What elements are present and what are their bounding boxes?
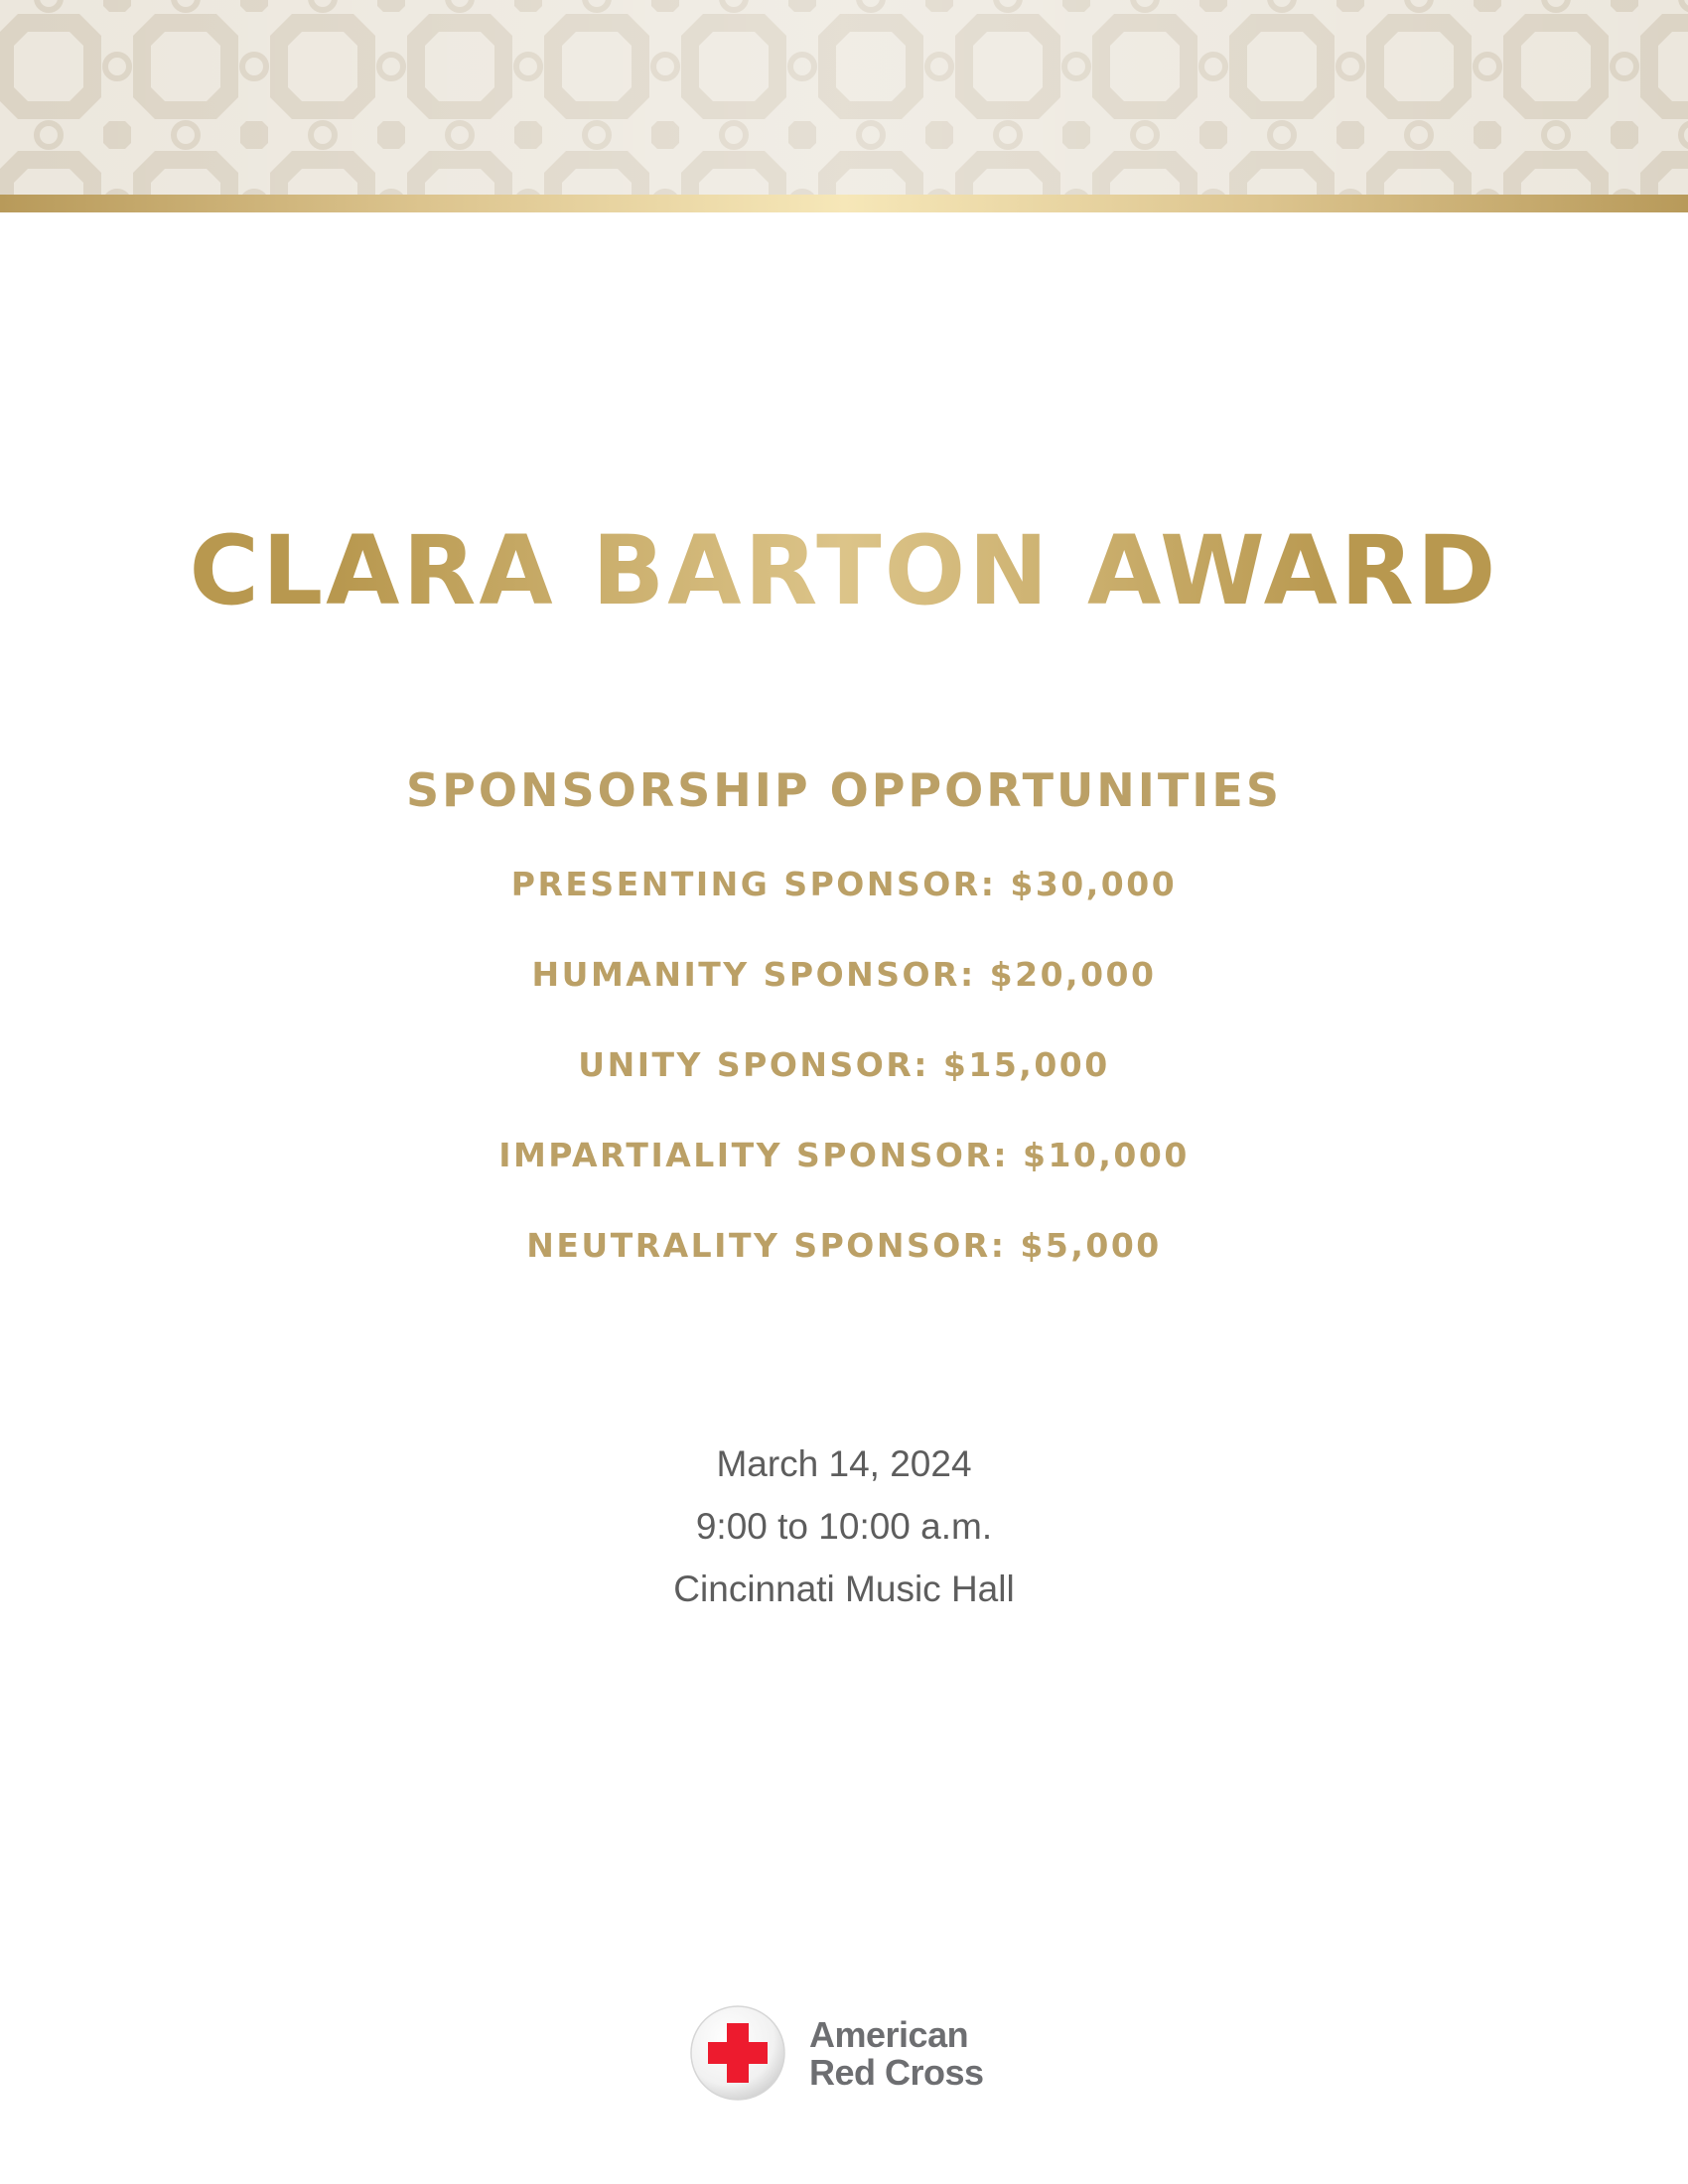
event-time: 9:00 to 10:00 a.m. bbox=[695, 1506, 993, 1547]
gold-divider-rule bbox=[0, 195, 1688, 212]
sponsor-tier-presenting: PRESENTING SPONSOR: $30,000 bbox=[510, 865, 1178, 903]
page-title: CLARA BARTON AWARD bbox=[0, 516, 1688, 625]
decorative-header-pattern bbox=[0, 0, 1688, 195]
sponsor-tier-unity: UNITY SPONSOR: $15,000 bbox=[578, 1045, 1110, 1084]
sponsor-tier-humanity: HUMANITY SPONSOR: $20,000 bbox=[531, 955, 1157, 994]
sponsor-tier-neutrality: NEUTRALITY SPONSOR: $5,000 bbox=[526, 1226, 1162, 1265]
logo-wordmark bbox=[809, 2016, 984, 2092]
red-cross-emblem-icon bbox=[688, 2003, 787, 2103]
event-date: March 14, 2024 bbox=[716, 1443, 972, 1484]
geometric-pattern-graphic bbox=[0, 0, 1688, 195]
logo-wordmark-line2: Red Cross bbox=[809, 2052, 984, 2093]
event-venue: Cincinnati Music Hall bbox=[673, 1569, 1015, 1609]
section-heading: SPONSORSHIP OPPORTUNITIES bbox=[406, 763, 1282, 817]
sponsor-tier-impartiality: IMPARTIALITY SPONSOR: $10,000 bbox=[498, 1136, 1190, 1174]
american-red-cross-logo bbox=[688, 1998, 1006, 2108]
logo-wordmark-line1: American bbox=[809, 2014, 969, 2055]
